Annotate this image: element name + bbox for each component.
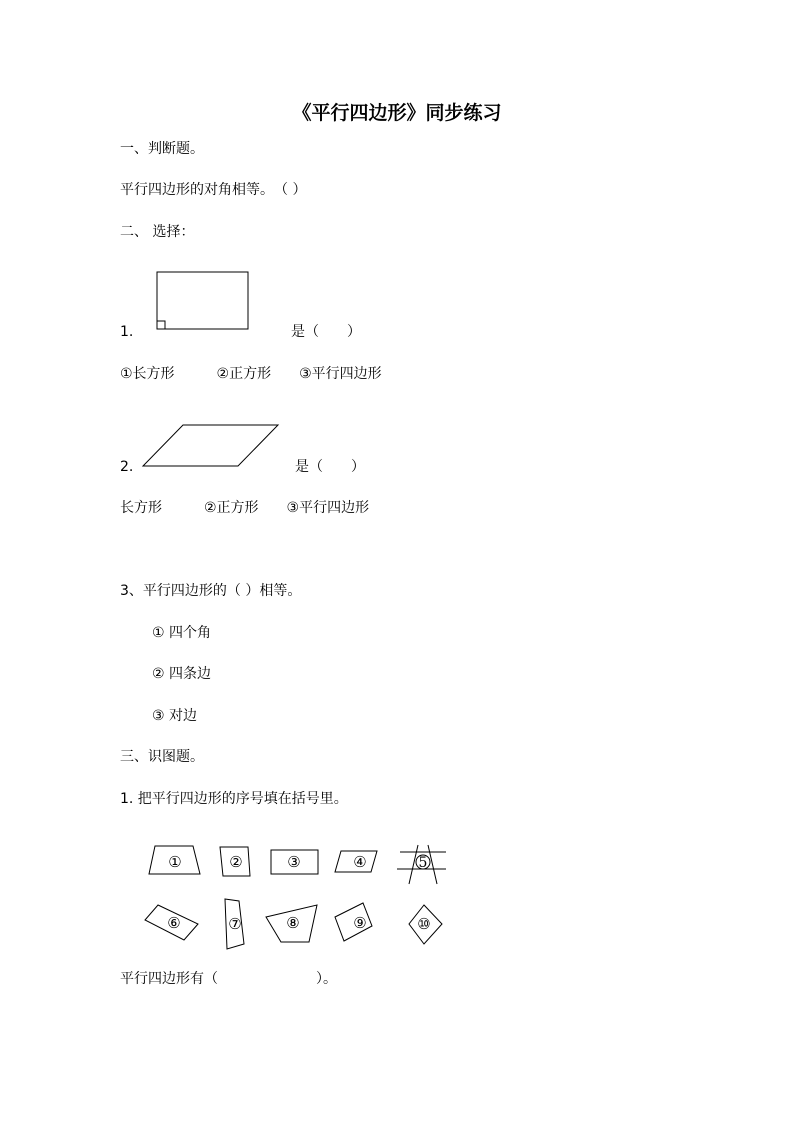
shape-label-10: ⑩: [417, 915, 431, 933]
choice-q2-suffix: 是（ ）: [295, 459, 365, 475]
choice-q1-suffix: 是（ ）: [291, 324, 361, 340]
choice-q2-number: 2.: [120, 459, 134, 475]
choice-q2-options: 长方形 ②正方形 ③平行四边形: [120, 500, 370, 516]
section2-heading: 二、 选择：: [120, 224, 195, 240]
identify-answer-line: 平行四边形有（ ）。: [120, 971, 337, 987]
choice-q1-options: ①长方形 ②正方形 ③平行四边形: [120, 366, 382, 382]
choice-q1-number: 1.: [120, 324, 134, 340]
section1-heading: 一、判断题。: [120, 141, 204, 157]
choice-q3-stem: 3、平行四边形的（ ）相等。: [120, 583, 302, 599]
page-title: 《平行四边形》同步练习: [292, 102, 502, 124]
parallelogram-figure: [143, 425, 278, 466]
shape-label-1: ①: [168, 853, 182, 871]
section3-heading: 三、识图题。: [120, 749, 204, 765]
true-false-question-1: 平行四边形的对角相等。 （ ）: [120, 182, 307, 198]
choice-q3-option-2: ② 四条边: [152, 666, 212, 682]
shape-label-9: ⑨: [353, 914, 367, 932]
shape-label-4: ④: [353, 853, 367, 871]
shape-label-3: ③: [287, 853, 301, 871]
choice-q3-option-1: ① 四个角: [152, 625, 212, 641]
shape-label-7: ⑦: [228, 915, 242, 933]
identify-question-1: 1. 把平行四边形的序号填在括号里。: [120, 791, 348, 807]
shape-label-2: ②: [229, 853, 243, 871]
shape-label-5: 5: [418, 855, 428, 871]
choice-q3-option-3: ③ 对边: [152, 708, 198, 724]
rectangle-figure: [157, 272, 248, 329]
shape-label-6: ⑥: [167, 914, 181, 932]
shape-label-8: ⑧: [286, 914, 300, 932]
